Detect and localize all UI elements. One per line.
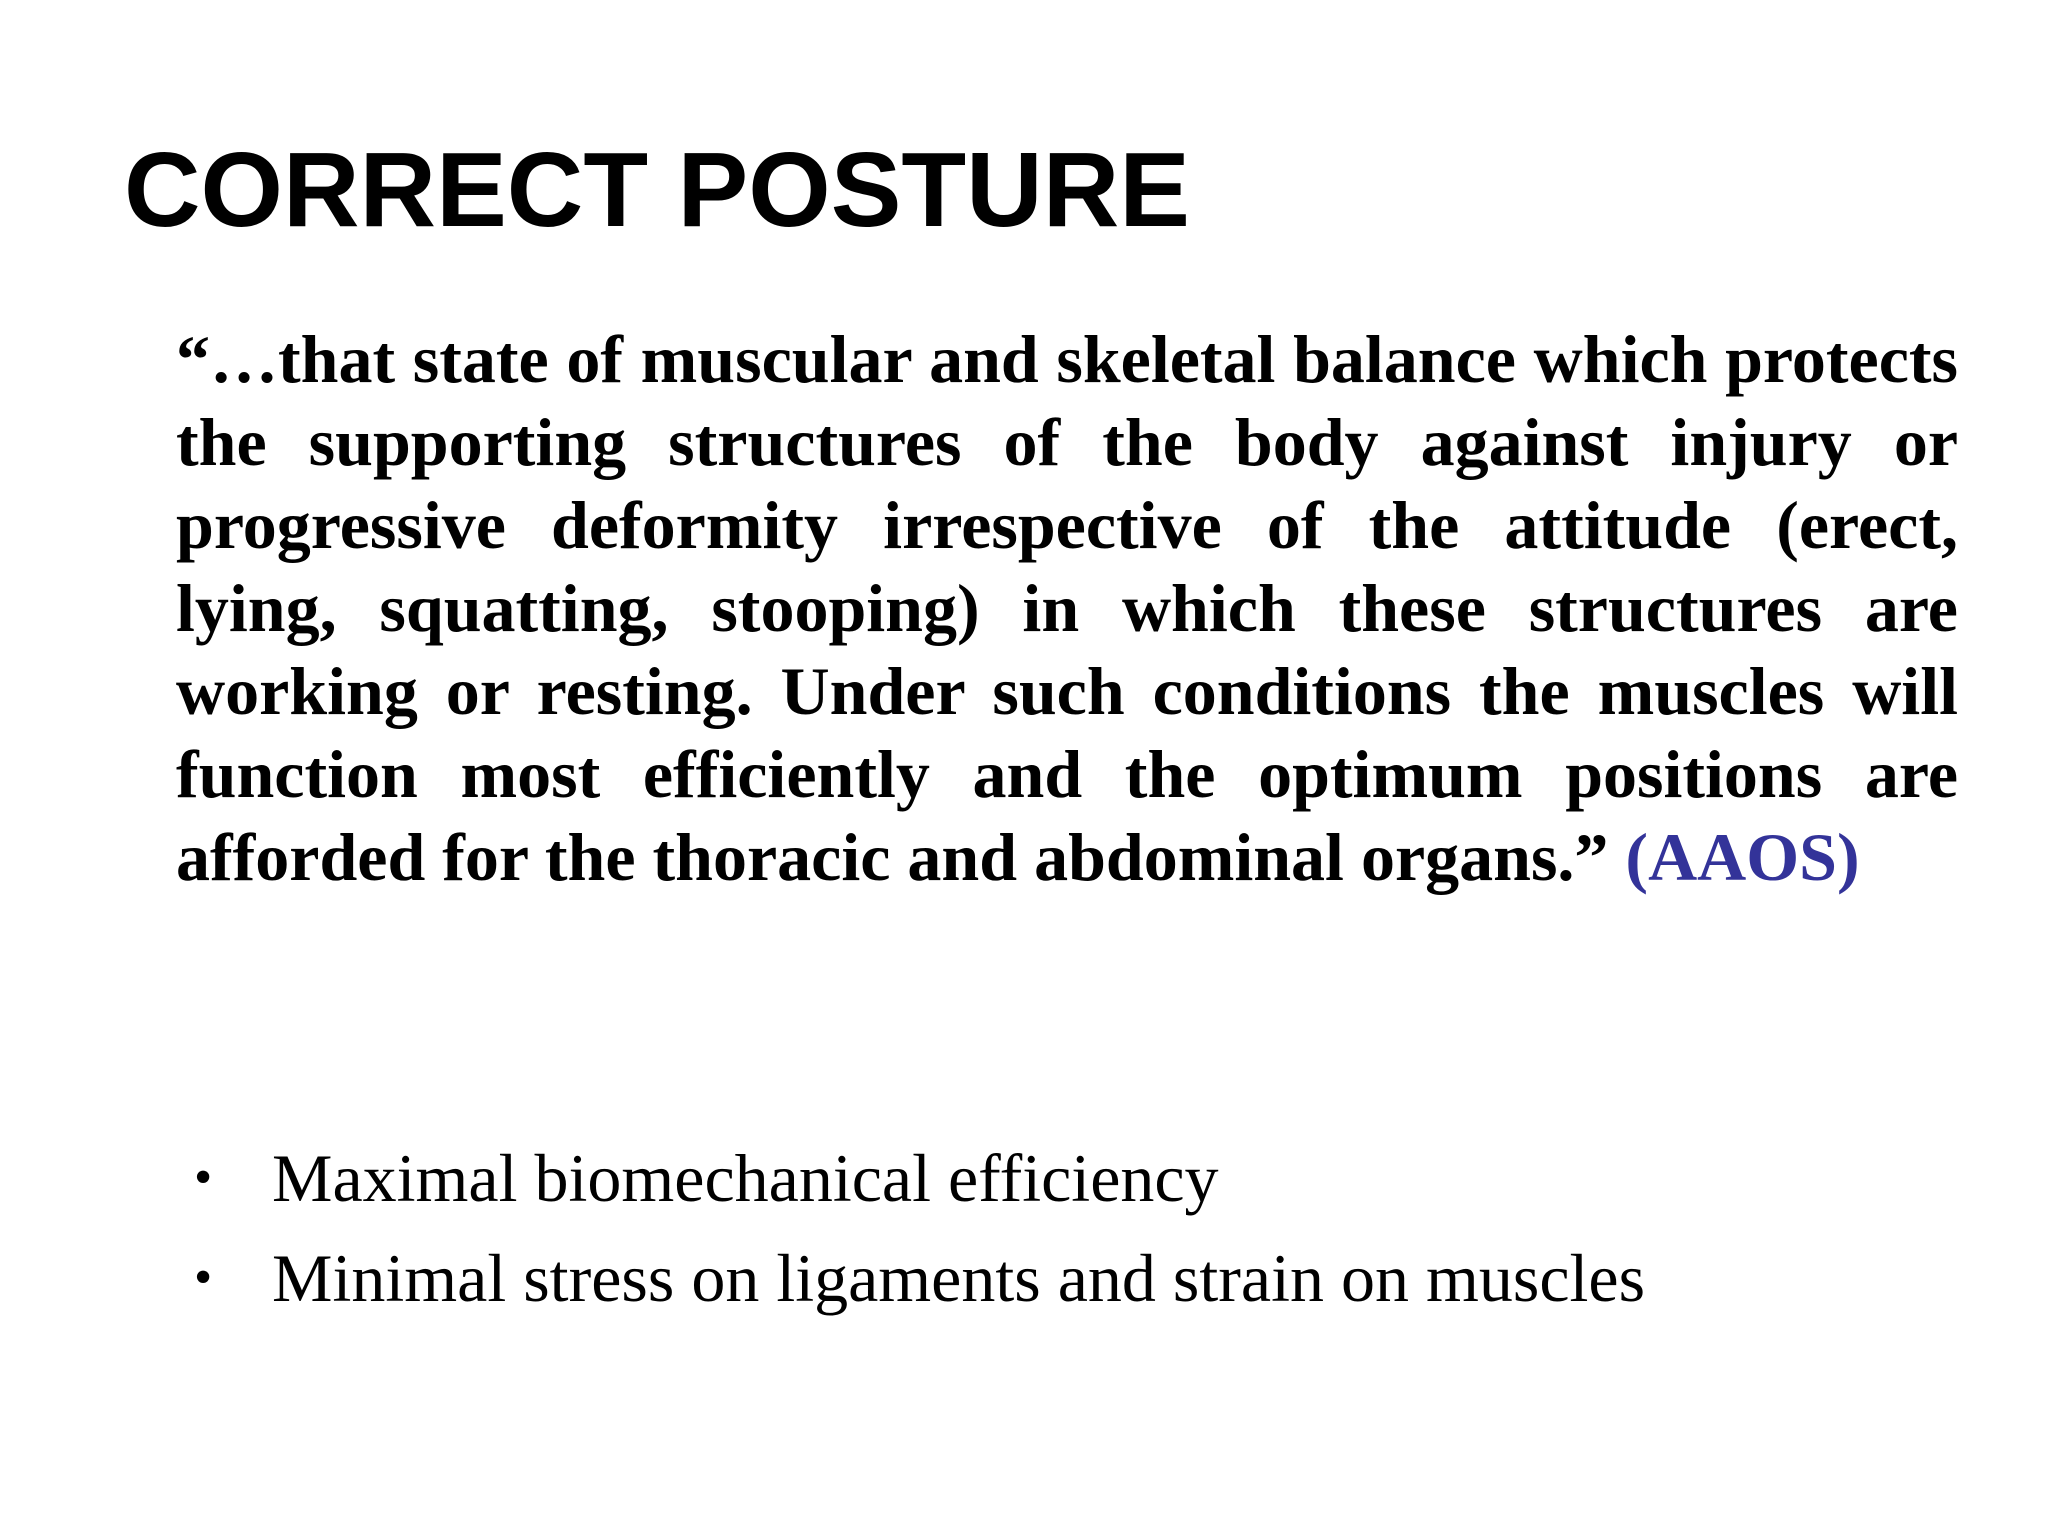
bullet-text: Maximal biomechanical efficiency bbox=[272, 1140, 1219, 1216]
list-item bbox=[176, 1128, 1976, 1228]
bullet-icon: • bbox=[194, 1149, 213, 1206]
slide-title: CORRECT POSTURE bbox=[124, 131, 1190, 249]
definition-quote bbox=[176, 318, 1958, 899]
list-item bbox=[176, 1228, 1976, 1328]
bullet-text: Minimal stress on ligaments and strain on muscles bbox=[272, 1240, 1646, 1316]
quote-text: “…that state of muscular and skeletal balance which protects the supporting structures of the body against injury or progressive deformity irrespective of the attitude (erect, lying, squatting, stooping) in which these structures are working or resting. Under such conditions the muscles will function most efficiently and the optimum positions are afforded for the thoracic and abdominal organs.” bbox=[176, 321, 1958, 895]
quote-citation: (AAOS) bbox=[1625, 819, 1860, 895]
bullet-icon: • bbox=[194, 1249, 213, 1306]
bullet-list bbox=[176, 1128, 1976, 1328]
